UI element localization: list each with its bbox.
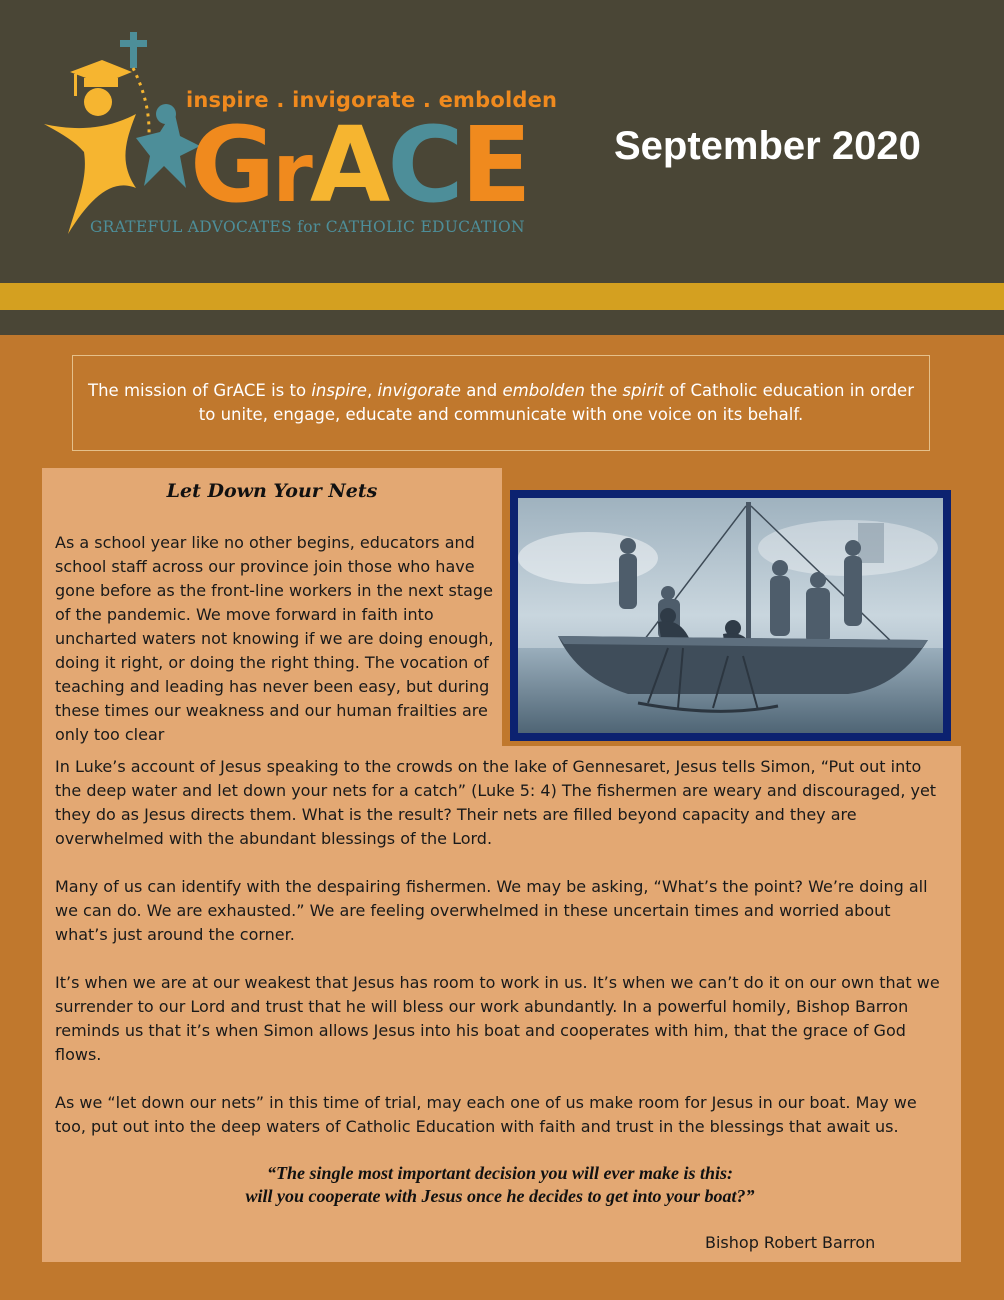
mission-em-spirit: spirit — [622, 381, 665, 400]
article-paragraph-1: In Luke’s account of Jesus speaking to the crowds on the lake of Gennesaret, Jesus tells Simon, “Put out into the deep water and let down your nets for a catch” (Luke 5: 4) The fishermen are weary and discouraged, yet they do as Jesus directs them. What is the result? Their nets are filled beyond capacity and they are overwhelmed with the abundant blessings of the Lord. — [55, 757, 937, 848]
quote-line-2: will you cooperate with Jesus once he decides to get into your boat?” — [245, 1186, 755, 1206]
mission-box — [72, 355, 930, 451]
quote-attribution: Bishop Robert Barron — [705, 1233, 876, 1252]
logo-letter-r: r — [272, 126, 310, 221]
fishermen-boat-image — [518, 498, 943, 733]
issue-date: September 2020 — [614, 124, 921, 168]
grace-logo — [40, 28, 558, 243]
mission-text-3: and — [460, 381, 503, 400]
mission-text-5: of Catholic education in order to unite, engage, educate and communicate with one voice on its behalf. — [198, 381, 914, 424]
mission-text-2: , — [366, 381, 378, 400]
logo-tagline: inspire . invigorate . embolden — [186, 88, 558, 112]
logo-figure-icon — [40, 28, 200, 243]
mission-em-invigorate: invigorate — [377, 381, 461, 400]
mission-statement — [73, 379, 929, 427]
article-paragraph-2: Many of us can identify with the despairing fishermen. We may be asking, “What’s the point? We’re doing all we can do. We are exhausted.” We are feeling overwhelmed in these uncertain times and worried about what’s just around the corner. — [55, 877, 928, 944]
mission-text-1: The mission of GrACE is to — [88, 381, 312, 400]
logo-letter-g: G — [190, 104, 273, 226]
article-paragraph-3: It’s when we are at our weakest that Jesus has room to work in us. It’s when we can’t do it on our own that we surrender to our Lord and trust that he will bless our work abundantly. In a powerful homily, Bishop Barron reminds us that it’s when Simon allows Jesus into his boat and cooperates with him, that the grace of God flows. — [55, 973, 940, 1064]
logo-subtitle: GRATEFUL ADVOCATES for CATHOLIC EDUCATION — [90, 218, 525, 236]
mission-text-4: the — [584, 381, 623, 400]
logo-letter-c: C — [387, 104, 461, 226]
dark-band — [0, 310, 1004, 335]
logo-letter-e: E — [460, 104, 529, 226]
article-paragraph-4: As we “let down our nets” in this time of trial, may each one of us make room for Jesus in our boat. May we too, put out into the deep waters of Catholic Education with faith and trust in the blessings that await us. — [55, 1093, 917, 1136]
logo-wordmark — [190, 104, 529, 229]
logo-letter-a: A — [309, 104, 388, 226]
mission-em-embolden: embolden — [502, 381, 585, 400]
quote-line-1: “The single most important decision you will ever make is this: — [266, 1163, 733, 1183]
gold-band — [0, 283, 1004, 310]
boat-illustration — [510, 490, 951, 741]
article-intro: As a school year like no other begins, educators and school staff across our province join those who have gone before as the front-line workers in the next stage of the pandemic. We move forward in faith into uncharted waters not knowing if we are doing enough, doing it right, or doing the right thing. The vocation of teaching and leading has never been easy, but during these times our weakness and our human frailties are only too clear — [55, 533, 494, 744]
article-title: Let Down Your Nets — [166, 480, 378, 502]
mission-em-inspire: inspire — [311, 381, 367, 400]
quote — [100, 1162, 900, 1208]
